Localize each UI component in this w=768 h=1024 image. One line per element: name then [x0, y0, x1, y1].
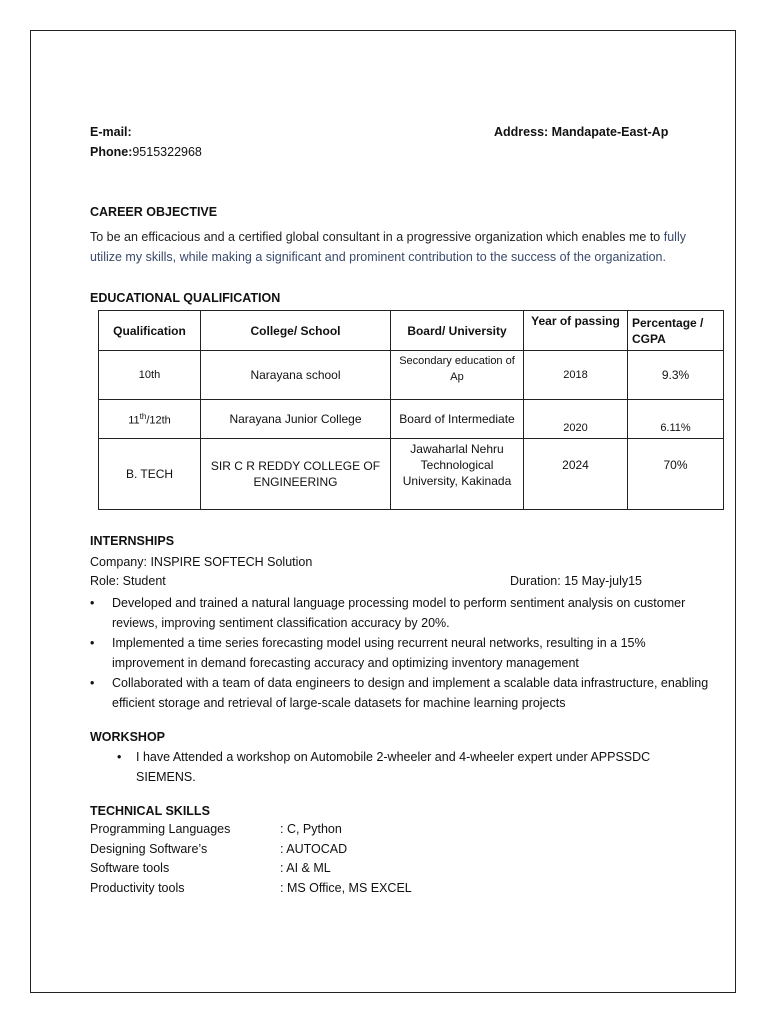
- bullet-text: Collaborated with a team of data engineers to design and implement a scalable data infrastructure, enabling efficient storage and retrieval of large-scale datasets for machine learning projects: [112, 676, 709, 710]
- cell-college: SIR C R REDDY COLLEGE OF ENGINEERING: [201, 439, 391, 510]
- internship-duration: Duration: 15 May-july15: [510, 574, 643, 588]
- career-line1-tail: fully: [660, 230, 686, 244]
- education-header-row: [99, 311, 724, 351]
- header-year: Year of passing: [524, 311, 628, 351]
- cell-qualification: 10th: [99, 351, 201, 400]
- internship-company: Company: INSPIRE SOFTECH Solution: [90, 555, 313, 569]
- career-line1: To be an efficacious and a certified global consultant in a progressive organization which enables me to: [90, 230, 661, 244]
- address: Address: Mandapate-East-Ap: [494, 125, 669, 139]
- internship-bullets: [90, 593, 710, 713]
- cell-board: Secondary education of Ap: [391, 351, 524, 400]
- skill-row-productivity: [90, 878, 412, 898]
- header-college: College/ School: [201, 311, 391, 351]
- workshop-text: I have Attended a workshop on Automobile 2-wheeler and 4-wheeler expert under APPSSDC SIEMENS.: [136, 750, 651, 784]
- skill-key: Designing Software’s: [90, 842, 208, 856]
- bullet-icon: •: [90, 676, 95, 690]
- table-row: [99, 351, 724, 400]
- email-label: E-mail:: [90, 125, 132, 139]
- cell-percentage: 9.3%: [628, 351, 724, 400]
- cell-college: Narayana school: [201, 351, 391, 400]
- skill-value: : AI & ML: [280, 861, 331, 875]
- list-item: [90, 673, 710, 713]
- header-qualification: Qualification: [99, 311, 201, 351]
- skill-key: Software tools: [90, 861, 170, 875]
- list-item: [90, 633, 710, 673]
- internship-role: Role: Student: [90, 574, 166, 588]
- skill-value: : AUTOCAD: [280, 842, 348, 856]
- skill-key: Productivity tools: [90, 881, 185, 895]
- bullet-text: Developed and trained a natural language processing model to perform sentiment analysis on customer reviews, improving sentiment classification accuracy by 20%.: [112, 596, 686, 630]
- workshop-item: [117, 747, 677, 787]
- phone-value: 9515322968: [132, 145, 202, 159]
- phone-label: Phone:: [90, 145, 133, 159]
- internships-heading: INTERNSHIPS: [90, 534, 175, 548]
- education-table: [98, 310, 724, 510]
- cell-board: Jawaharlal Nehru Technological University, Kakinada: [391, 439, 524, 510]
- workshop-heading: WORKSHOP: [90, 730, 165, 744]
- cell-qualification: 11th/12th: [99, 400, 201, 439]
- bullet-text: Implemented a time series forecasting model using recurrent neural networks, resulting in a 15% improvement in demand forecasting accuracy and optimizing inventory management: [112, 636, 646, 670]
- skill-value: : MS Office, MS EXCEL: [280, 881, 412, 895]
- career-objective-heading: CAREER OBJECTIVE: [90, 205, 218, 219]
- skill-row-designing: [90, 839, 347, 859]
- skill-row-software: [90, 858, 331, 878]
- cell-year: 2024: [524, 439, 628, 510]
- bullet-icon: •: [90, 636, 95, 650]
- career-objective-text: [90, 227, 705, 267]
- bullet-icon: •: [117, 750, 122, 764]
- cell-college: Narayana Junior College: [201, 400, 391, 439]
- table-row: [99, 439, 724, 510]
- cell-year: 2018: [524, 351, 628, 400]
- bullet-icon: •: [90, 596, 95, 610]
- list-item: [90, 593, 710, 633]
- cell-year: 2020: [524, 400, 628, 439]
- technical-skills-heading: TECHNICAL SKILLS: [90, 804, 210, 818]
- phone-line: [90, 144, 202, 160]
- education-heading: EDUCATIONAL QUALIFICATION: [90, 291, 281, 305]
- cell-board: Board of Intermediate: [391, 400, 524, 439]
- career-line2: utilize my skills, while making a significant and prominent contribution to the success of the organization.: [90, 250, 666, 264]
- cell-qualification: B. TECH: [99, 439, 201, 510]
- table-row: [99, 400, 724, 439]
- header-percentage: Percentage / CGPA: [628, 311, 724, 351]
- skill-row-programming: [90, 819, 342, 839]
- skill-value: : C, Python: [280, 822, 342, 836]
- header-board: Board/ University: [391, 311, 524, 351]
- cell-percentage: 70%: [628, 439, 724, 510]
- cell-percentage: 6.11%: [628, 400, 724, 439]
- skill-key: Programming Languages: [90, 822, 231, 836]
